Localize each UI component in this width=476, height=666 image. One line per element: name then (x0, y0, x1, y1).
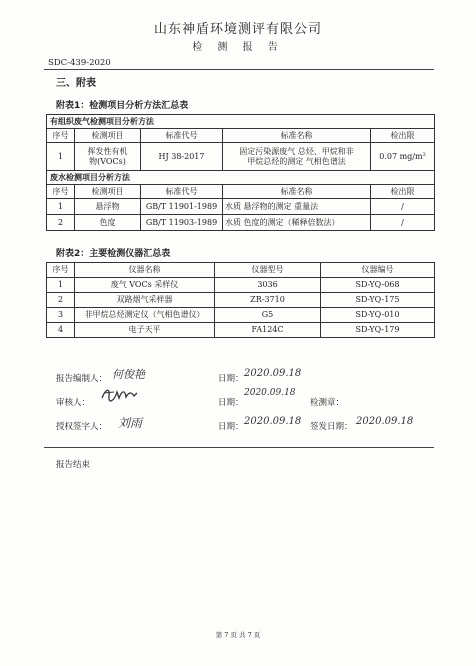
table-row (47, 308, 435, 323)
document-type: 检 测 报 告 (192, 42, 284, 53)
instrument-name: 废气 VOCs 采样仪 (75, 278, 215, 293)
column-header: 标准代号 (141, 129, 223, 143)
instrument-id: SD-YQ-179 (321, 323, 435, 338)
analysis-method-table (46, 114, 435, 231)
issue-date: 2020.09.18 (356, 416, 414, 427)
row-number: 3 (47, 308, 75, 323)
row-number: 1 (47, 199, 75, 215)
instrument-id: SD-YQ-175 (321, 293, 435, 308)
table-row (47, 278, 435, 293)
instrument-name: 非甲烷总烃测定仪（气相色谱仪） (75, 308, 215, 323)
column-header: 序号 (47, 263, 75, 278)
reviewer-label: 审核人： (56, 398, 91, 408)
item-cell: 色度 (75, 215, 141, 231)
standard-code: GB/T 11901-1989 (141, 199, 223, 215)
standard-name: 水质 悬浮物的测定 重量法 (223, 199, 371, 215)
instrument-id: SD-YQ-010 (321, 308, 435, 323)
instrument-model: ZR-3710 (215, 293, 321, 308)
column-header: 检测项目 (75, 185, 141, 199)
table2-caption: 附表2：主要检测仪器汇总表 (56, 249, 171, 259)
item-cell: 悬浮物 (75, 199, 141, 215)
row-number: 2 (47, 215, 75, 231)
column-header: 检测项目 (75, 129, 141, 143)
issue-date-label: 签发日期： (310, 422, 353, 432)
detection-limit-cell (371, 143, 435, 171)
row-number: 2 (47, 293, 75, 308)
table1-caption: 附表1：检测项目分析方法汇总表 (56, 101, 189, 111)
water-section-row (47, 171, 435, 185)
standard-name-line: 甲烷总烃的测定 气相色谱法 (247, 156, 346, 166)
instrument-model: 3036 (215, 278, 321, 293)
column-header: 检出限 (371, 185, 435, 199)
instrument-name: 双路烟气采样器 (75, 293, 215, 308)
document-number: SDC-439-2020 (48, 58, 111, 68)
instrument-model: G5 (215, 308, 321, 323)
table-row (47, 323, 435, 338)
date-label: 日期： (218, 398, 244, 408)
water-section-title: 废水检测项目分析方法 (47, 171, 435, 185)
instrument-model: FA124C (215, 323, 321, 338)
gas-header-row (47, 129, 435, 143)
row-number: 1 (47, 278, 75, 293)
detection-limit: / (371, 199, 435, 215)
detection-limit: / (371, 215, 435, 231)
company-name: 山东神盾环境测评有限公司 (153, 22, 322, 37)
item-line: 物(VOCs) (89, 156, 126, 166)
water-header-row (47, 185, 435, 199)
row-number: 4 (47, 323, 75, 338)
seal-label: 检测章： (310, 398, 345, 408)
detection-limit: 0.07 mg/m (379, 151, 423, 161)
standard-name-line: 固定污染源废气 总烃、甲烷和非 (239, 146, 354, 156)
approver-label: 授权签字人： (56, 422, 108, 432)
item-line: 挥发性有机 (87, 146, 128, 156)
column-header: 检出限 (371, 129, 435, 143)
date-label: 日期： (218, 422, 244, 432)
standard-name: 水质 色度的测定（稀释倍数法） (223, 215, 371, 231)
section-title: 三、附表 (56, 78, 96, 89)
gas-section-title: 有组织废气检测项目分析方法 (47, 115, 435, 129)
header-rule (44, 69, 434, 70)
date-label: 日期： (218, 374, 244, 384)
instrument-table (46, 262, 435, 338)
instrument-id: SD-YQ-068 (321, 278, 435, 293)
table-row (47, 215, 435, 231)
column-header: 仪器名称 (75, 263, 215, 278)
table-row (47, 293, 435, 308)
standard-code: HJ 38-2017 (141, 143, 223, 171)
compiler-label: 报告编制人： (56, 374, 108, 384)
compiler-date: 2020.09.18 (244, 368, 302, 379)
compiler-signature: 何俊艳 (112, 368, 145, 381)
column-header: 标准名称 (223, 185, 371, 199)
instrument-header-row (47, 263, 435, 278)
column-header: 标准名称 (223, 129, 371, 143)
standard-name-cell (223, 143, 371, 171)
column-header: 仪器型号 (215, 263, 321, 278)
reviewer-date: 2020.09.18 (244, 388, 296, 398)
report-end-note: 报告结束 (56, 460, 91, 470)
column-header: 仪器编号 (321, 263, 435, 278)
page-footer: 第 7 页 共 7 页 (215, 631, 261, 639)
approver-signature: 刘雨 (118, 416, 143, 430)
table-row (47, 143, 435, 171)
signature-rule (44, 447, 434, 448)
item-cell (75, 143, 141, 171)
unit-exponent: 3 (422, 151, 426, 158)
gas-section-row (47, 115, 435, 129)
column-header: 序号 (47, 185, 75, 199)
standard-code: GB/T 11903-1989 (141, 215, 223, 231)
reviewer-signature (100, 384, 140, 404)
row-number: 1 (47, 143, 75, 171)
column-header: 序号 (47, 129, 75, 143)
column-header: 标准代号 (141, 185, 223, 199)
approver-date: 2020.09.18 (244, 416, 302, 427)
instrument-name: 电子天平 (75, 323, 215, 338)
table-row (47, 199, 435, 215)
